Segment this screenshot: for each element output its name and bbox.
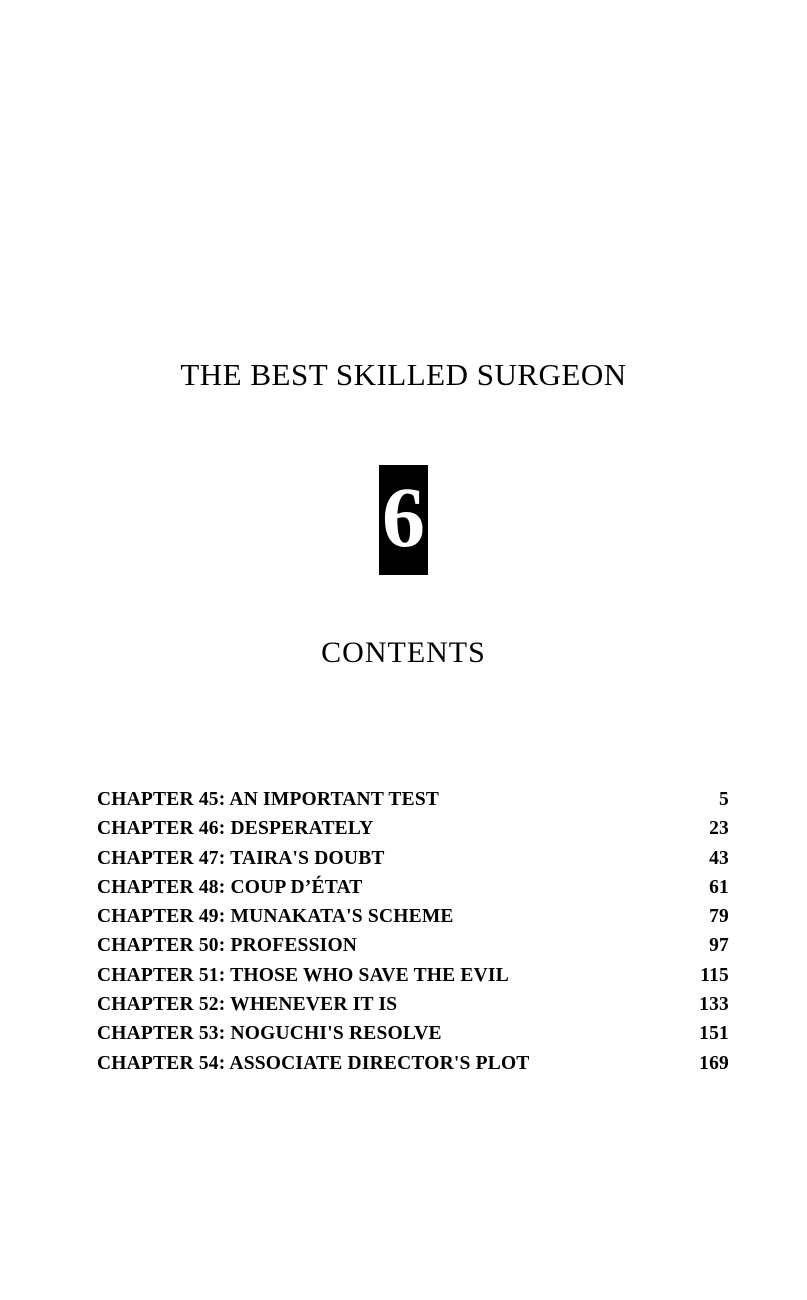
chapter-page-number: 151 [699,1023,729,1045]
chapter-title: CHAPTER 53: NOGUCHI'S RESOLVE [97,1023,442,1045]
chapter-title: CHAPTER 54: ASSOCIATE DIRECTOR'S PLOT [97,1052,530,1074]
chapter-page-number: 97 [709,935,729,957]
chapter-title: CHAPTER 49: MUNAKATA'S SCHEME [97,906,454,928]
contents-heading: CONTENTS [321,636,486,669]
chapter-title: CHAPTER 51: THOSE WHO SAVE THE EVIL [97,964,509,986]
chapter-page-number: 43 [709,847,729,869]
chapter-page-number: 5 [719,789,729,810]
list-item[interactable] [97,848,729,877]
chapter-page-number: 115 [700,964,729,986]
chapter-page-number: 61 [709,876,729,898]
list-item[interactable] [97,1023,729,1052]
chapter-page-number: 133 [699,994,729,1016]
list-item[interactable] [97,935,729,964]
chapter-title: CHAPTER 52: WHENEVER IT IS [97,994,398,1016]
volume-number-badge: 6 [379,465,428,575]
list-item[interactable] [97,906,729,935]
chapter-page-number: 23 [709,818,729,840]
chapter-title: CHAPTER 45: AN IMPORTANT TEST [97,789,440,810]
table-of-contents [97,789,729,1082]
list-item[interactable] [97,965,729,994]
list-item[interactable] [97,994,729,1023]
chapter-page-number: 169 [699,1052,729,1074]
list-item[interactable] [97,1053,729,1082]
list-item[interactable] [97,818,729,847]
chapter-title: CHAPTER 48: COUP D’ÉTAT [97,876,363,898]
list-item[interactable] [97,789,729,818]
chapter-title: CHAPTER 46: DESPERATELY [97,818,374,840]
chapter-page-number: 79 [709,906,729,928]
chapter-title: CHAPTER 50: PROFESSION [97,935,358,957]
book-title: THE BEST SKILLED SURGEON [180,357,627,392]
chapter-title: CHAPTER 47: TAIRA'S DOUBT [97,847,385,869]
list-item[interactable] [97,877,729,906]
